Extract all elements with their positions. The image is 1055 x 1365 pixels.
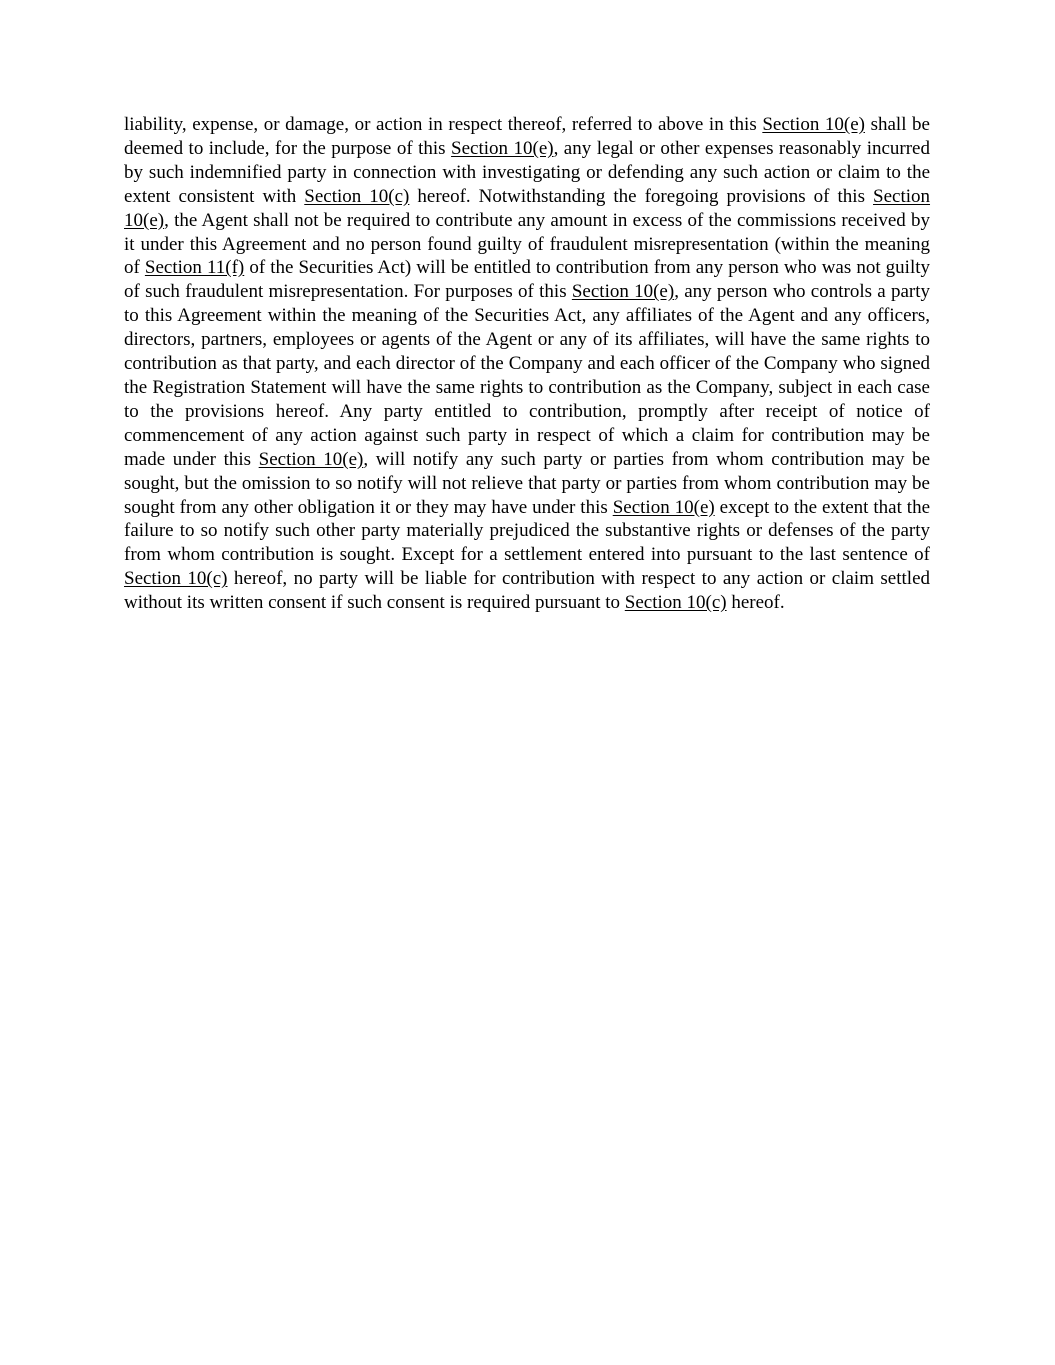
section-10e-reference[interactable]: Section 10(e) — [451, 137, 554, 159]
section-10e-reference[interactable]: Section 10(e) — [612, 496, 715, 518]
section-10e-reference[interactable]: Section 10(e) — [124, 185, 931, 231]
section-10e-reference[interactable]: Section 10(e) — [571, 281, 675, 303]
text-run: of the Securities Act) will be entitled to contribution from any person who was not guilty of such fraudulent misrepresentation. For purposes of this — [124, 257, 930, 303]
text-run: except to the extent that the failure to so notify such other party materially prejudiced the substantive rights or defenses of the party from whom contribution is sought. Except for a settlement entered into pursuant to the last sentence of — [124, 496, 931, 566]
text-run: , the Agent shall not be required to contribute any amount in excess of the commissions received by it under this Agreement and no person found guilty of fraudulent misrepresentation (within the meaning of — [124, 209, 930, 279]
section-11f-reference[interactable]: Section 11(f) — [144, 257, 245, 279]
section-10c-reference[interactable]: Section 10(c) — [304, 185, 410, 207]
text-run: liability, expense, or damage, or action in respect thereof, referred to above in this — [124, 114, 763, 135]
text-run: hereof. — [726, 592, 785, 614]
section-10e-reference[interactable]: Section 10(e) — [762, 114, 865, 135]
text-run: shall be deemed to include, for the purpose of this — [124, 114, 930, 159]
text-run: hereof. Notwithstanding the foregoing provisions of this — [409, 185, 874, 207]
section-10c-reference[interactable]: Section 10(c) — [124, 568, 228, 590]
contribution-paragraph — [124, 113, 930, 615]
text-run: , any person who controls a party to this Agreement within the meaning of the Securities Act, any affiliates of the Agent and any officers, directors, partners, employees or agents of the Agent or any of its affiliates, will have the same rights to contribution as that party, and each director of the Company and each officer of the Company who signed the Registration Statement will have the same rights to contribution as the Company, subject in each case to the provisions hereof. Any party entitled to contribution, promptly after receipt of notice of commencement of any action against such party in respect of which a claim for contribution may be made under this — [124, 281, 931, 470]
text-run: hereof, no party will be liable for contribution with respect to any action or claim settled without its written consent if such consent is required pursuant to — [124, 568, 931, 614]
text-run: , any legal or other expenses reasonably incurred by such indemnified party in connection with investigating or defending any such action or claim to the extent consistent with — [124, 137, 930, 207]
section-10e-reference[interactable]: Section 10(e) — [258, 448, 364, 470]
text-run: , will notify any such party or parties from whom contribution may be sought, but the omission to so notify will not relieve that party or parties from whom contribution may be sought from any other obligation it or they may have under this — [124, 448, 931, 518]
section-10c-reference[interactable]: Section 10(c) — [624, 592, 727, 614]
